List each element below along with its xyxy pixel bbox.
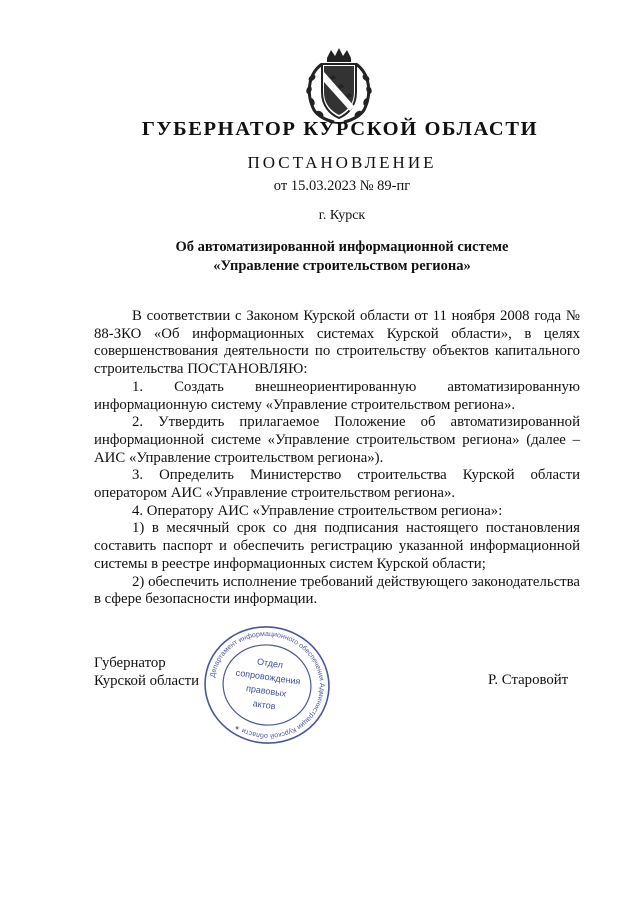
signature-position-line-1: Губернатор <box>94 655 166 671</box>
official-stamp-seal <box>200 620 334 750</box>
document-title-line-2: «Управление строительством региона» <box>213 258 471 274</box>
body-intro: В соответствии с Законом Курской области от 11 ноября 2008 года № 88-ЗКО «Об информационных системах Курской области», в целях совершенствования деятельности по строительству объектов капитального строительства ПОСТАНОВЛЯЮ: <box>94 308 580 378</box>
organization-heading: ГУБЕРНАТОР КУРСКОЙ ОБЛАСТИ <box>141 118 539 140</box>
signature-name: Р. Старовойт <box>488 672 569 688</box>
kursk-coat-of-arms-icon <box>300 44 378 126</box>
body-item-3: 3. Определить Министерство строительства Курской области оператором АИС «Управление строительством региона». <box>94 467 580 502</box>
document-city: г. Курск <box>318 208 366 223</box>
document-title-line-1: Об автоматизированной информационной системе <box>175 239 509 255</box>
document-body <box>94 308 580 609</box>
signature-position <box>94 655 199 690</box>
stamp-line-3: правовых <box>245 683 287 699</box>
body-item-2: 2. Утвердить прилагаемое Положение об автоматизированной информационной системе «Управление строительством региона» (далее – АИС «Управление строительством региона»). <box>94 414 580 466</box>
document-type: ПОСТАНОВЛЕНИЕ <box>247 153 437 172</box>
body-subitem-1: 1) в месячный срок со дня подписания настоящего постановления составить паспорт и обеспечить регистрацию указанной информационной системы в реестре информационных систем Курской области; <box>94 520 580 572</box>
signature-position-line-2: Курской области <box>94 672 200 689</box>
stamp-line-4: актов <box>252 698 277 712</box>
svg-text:Департамент информационного об: Департамент информационного обеспечения Администрации Курской области ✶ <box>209 630 325 740</box>
stamp-line-1: Отдел <box>256 656 284 670</box>
body-item-4: 4. Оператору АИС «Управление строительством региона»: <box>132 502 503 519</box>
document-title <box>22 238 640 276</box>
body-item-1: 1. Создать внешнеориентированную автоматизированную информационную систему «Управление строительством региона». <box>94 378 580 413</box>
stamp-line-2: сопровождения <box>235 667 302 687</box>
document-date-number: от 15.03.2023 № 89-пг <box>273 178 411 194</box>
body-subitem-2: 2) обеспечить исполнение требований действующего законодательства в сфере безопасности информации. <box>94 573 580 608</box>
